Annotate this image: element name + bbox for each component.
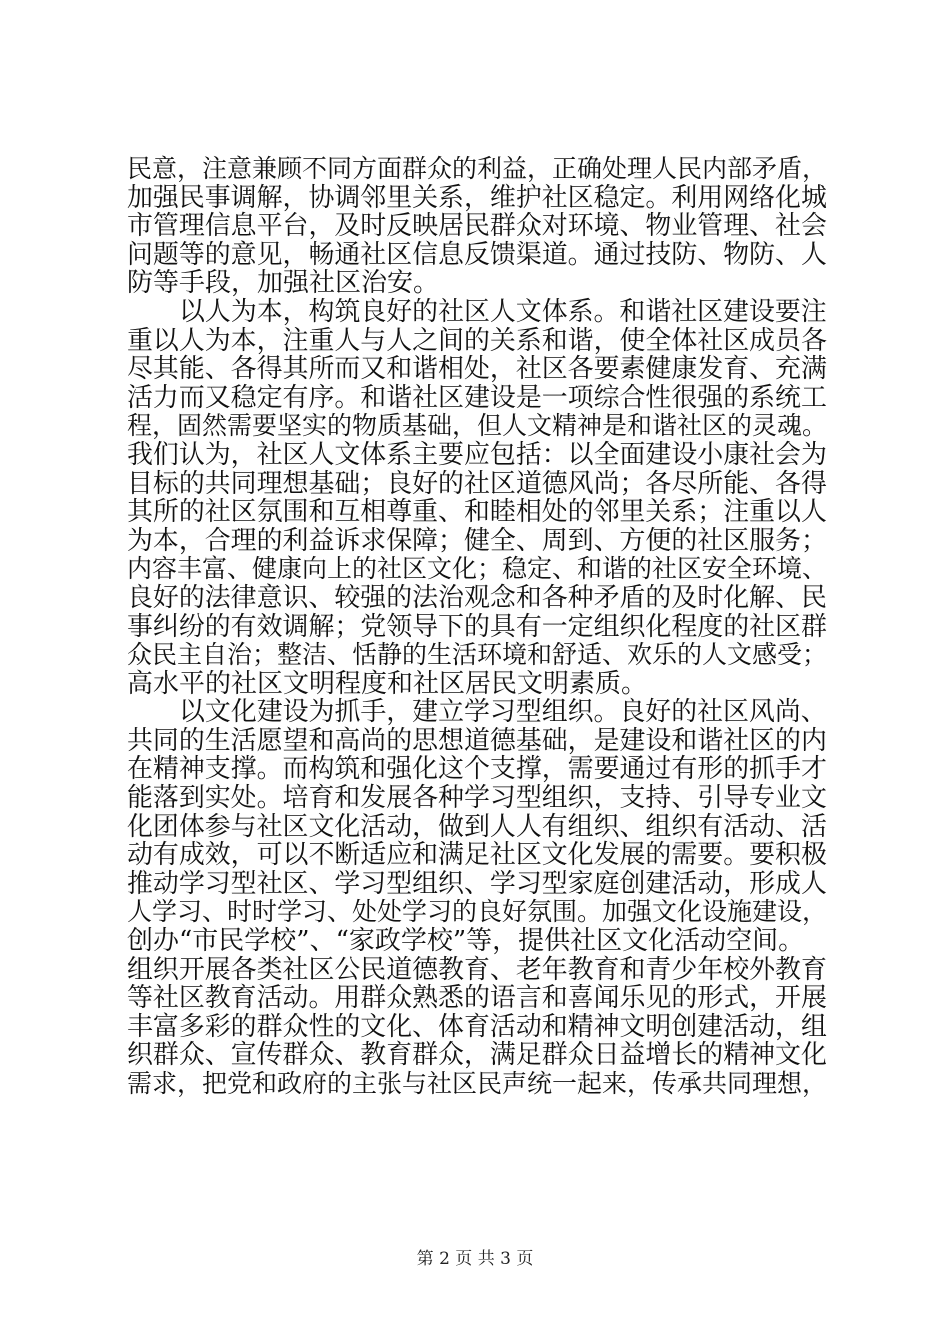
text-line: 以人为本，构筑良好的社区人文体系。和谐社区建设要注 xyxy=(179,296,827,327)
text-line: 化团体参与社区文化活动，做到人人有组织、组织有活动、活 xyxy=(127,811,827,842)
text-line: 共同的生活愿望和高尚的思想道德基础，是建设和谐社区的内 xyxy=(127,725,827,756)
text-line: 问题等的意见，畅通社区信息反馈渠道。通过技防、物防、人 xyxy=(127,239,827,270)
text-line: 动有成效，可以不断适应和满足社区文化发展的需要。要积极 xyxy=(127,840,827,871)
text-line: 尽其能、各得其所而又和谐相处，社区各要素健康发育、充满 xyxy=(127,354,827,385)
text-line: 民意，注意兼顾不同方面群众的利益，正确处理人民内部矛盾， xyxy=(127,154,828,183)
text-line: 市管理信息平台，及时反映居民群众对环境、物业管理、社会 xyxy=(127,211,827,242)
text-line: 程，固然需要坚实的物质基础，但人文精神是和谐社区的灵魂。 xyxy=(127,411,828,441)
text-line: 组织开展各类社区公民道德教育、老年教育和青少年校外教育 xyxy=(127,954,827,985)
text-line: 在精神支撑。而构筑和强化这个支撑，需要通过有形的抓手才 xyxy=(127,754,827,785)
text-line: 创办“市民学校”、“家政学校”等，提供社区文化活动空间。 xyxy=(127,926,805,957)
text-line: 良好的法律意识、较强的法治观念和各种矛盾的及时化解、民 xyxy=(127,582,827,613)
text-line: 事纠纷的有效调解；党领导下的具有一定组织化程度的社区群 xyxy=(127,611,827,642)
text-line: 推动学习型社区、学习型组织、学习型家庭创建活动，形成人 xyxy=(127,868,827,899)
text-line: 高水平的社区文明程度和社区居民文明素质。 xyxy=(127,668,648,699)
text-line: 丰富多彩的群众性的文化、体育活动和精神文明创建活动，组 xyxy=(127,1011,827,1042)
text-line: 等社区教育活动。用群众熟悉的语言和喜闻乐见的形式，开展 xyxy=(127,983,827,1014)
text-line: 人学习、时时学习、处处学习的良好氛围。加强文化设施建设， xyxy=(127,897,828,927)
document-body xyxy=(127,155,827,1099)
text-line: 加强民事调解，协调邻里关系，维护社区稳定。利用网络化城 xyxy=(127,182,827,213)
text-line: 我们认为，社区人文体系主要应包括：以全面建设小康社会为 xyxy=(127,439,827,470)
text-line: 需求，把党和政府的主张与社区民声统一起来，传承共同理想， xyxy=(127,1069,828,1098)
text-line: 活力而又稳定有序。和谐社区建设是一项综合性很强的系统工 xyxy=(127,382,827,413)
text-line: 内容丰富、健康向上的社区文化；稳定、和谐的社区安全环境、 xyxy=(127,554,828,584)
page-footer: 第 2 页 共 3 页 xyxy=(416,1249,534,1269)
text-line: 目标的共同理想基础；良好的社区道德风尚；各尽所能、各得 xyxy=(127,468,827,499)
text-line: 重以人为本，注重人与人之间的关系和谐，使全体社区成员各 xyxy=(127,325,827,356)
text-line: 其所的社区氛围和互相尊重、和睦相处的邻里关系；注重以人 xyxy=(127,497,827,528)
text-line: 防等手段，加强社区治安。 xyxy=(127,268,440,299)
text-line: 能落到实处。培育和发展各种学习型组织，支持、引导专业文 xyxy=(127,783,827,814)
text-line: 以文化建设为抓手，建立学习型组织。良好的社区风尚、 xyxy=(179,697,827,728)
text-line: 织群众、宣传群众、教育群众，满足群众日益增长的精神文化 xyxy=(127,1040,827,1071)
text-line: 众民主自治；整洁、恬静的生活环境和舒适、欢乐的人文感受； xyxy=(127,640,828,670)
text-line: 为本，合理的利益诉求保障；健全、周到、方便的社区服务； xyxy=(127,525,827,556)
